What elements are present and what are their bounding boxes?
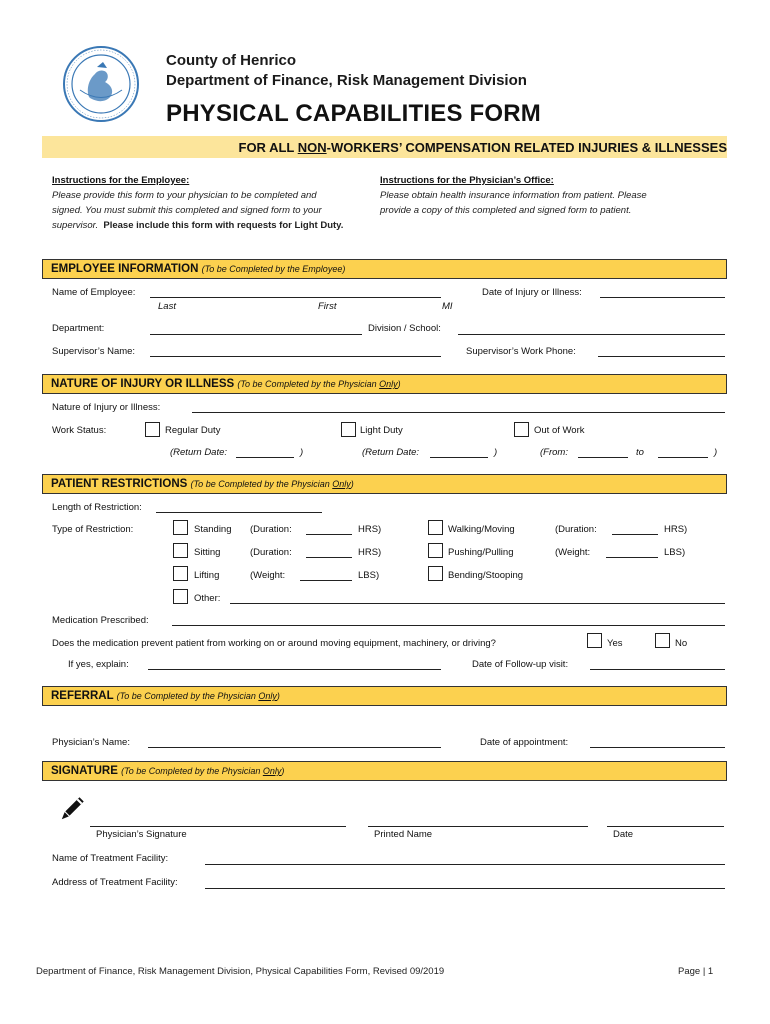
bending-label: Bending/Stooping	[448, 570, 524, 581]
paren: )	[300, 447, 304, 458]
employee-instructions-heading: Instructions for the Employee:	[52, 175, 190, 186]
physician-instructions-text	[380, 188, 720, 218]
section-note-emphasis: Only	[262, 766, 282, 776]
bending-checkbox[interactable]	[428, 566, 443, 581]
first-name-hint: First	[318, 301, 337, 312]
length-field[interactable]	[156, 512, 322, 513]
signature-section-header	[42, 761, 727, 781]
from-label: (From:	[540, 447, 568, 458]
employee-section-header	[42, 259, 727, 279]
paren: )	[714, 447, 718, 458]
instruction-line: provide a copy of this completed and signed form to patient.	[380, 205, 632, 216]
county-name: County of Henrico	[166, 52, 296, 69]
sitting-label: Sitting	[194, 547, 221, 558]
out-from-date-field[interactable]	[578, 457, 628, 458]
walking-duration-label: (Duration:	[555, 524, 597, 535]
form-title: PHYSICAL CAPABILITIES FORM	[166, 100, 541, 127]
lifting-checkbox[interactable]	[173, 566, 188, 581]
light-duty-checkbox[interactable]	[341, 422, 356, 437]
date-label: Date	[613, 829, 634, 840]
section-note: (To be Completed by the Physician	[237, 379, 380, 389]
regular-duty-checkbox[interactable]	[145, 422, 160, 437]
section-title: EMPLOYEE INFORMATION	[51, 263, 199, 275]
facility-name-label: Name of Treatment Facility:	[52, 853, 169, 864]
section-note-emphasis: Only	[258, 691, 277, 701]
no-checkbox[interactable]	[655, 633, 670, 648]
section-title: NATURE OF INJURY OR ILLNESS	[51, 378, 235, 390]
signature-date-field[interactable]	[607, 826, 724, 827]
section-note: (To be Completed by the Physician	[121, 766, 263, 776]
yes-checkbox[interactable]	[587, 633, 602, 648]
hrs-label: HRS)	[664, 524, 688, 535]
section-note: )	[276, 691, 280, 701]
employee-name-field[interactable]	[150, 297, 441, 298]
footer-text: Department of Finance, Risk Management Division, Physical Capabilities Form, Revised 09/2019	[36, 966, 445, 977]
facility-address-label: Address of Treatment Facility:	[52, 877, 178, 888]
subtitle-emphasis: NON	[297, 140, 327, 155]
sitting-checkbox[interactable]	[173, 543, 188, 558]
light-duty-label: Light Duty	[360, 425, 403, 436]
pushing-weight-label: (Weight:	[555, 547, 591, 558]
page-number: Page | 1	[678, 966, 714, 977]
other-checkbox[interactable]	[173, 589, 188, 604]
light-return-date-field[interactable]	[430, 457, 488, 458]
instruction-line: Please provide this form to your physician to be completed and	[52, 190, 317, 201]
walking-checkbox[interactable]	[428, 520, 443, 535]
instruction-line: Please obtain health insurance information from patient. Please	[380, 190, 647, 201]
regular-return-date-field[interactable]	[236, 457, 294, 458]
supervisor-phone-label: Supervisor’s Work Phone:	[466, 346, 576, 357]
facility-address-field[interactable]	[205, 888, 725, 889]
section-title: SIGNATURE	[51, 765, 118, 777]
physician-signature-label: Physician’s Signature	[96, 829, 187, 840]
date-of-injury-label: Date of Injury or Illness:	[482, 287, 582, 298]
walking-label: Walking/Moving	[448, 524, 515, 535]
form-subtitle	[50, 140, 727, 155]
work-status-label: Work Status:	[52, 425, 107, 436]
regular-duty-label: Regular Duty	[165, 425, 221, 436]
nature-label: Nature of Injury or Illness:	[52, 402, 161, 413]
section-note: )	[350, 479, 354, 489]
light-duty-note: Please include this form with requests for Light Duty.	[103, 220, 344, 231]
printed-name-field[interactable]	[368, 826, 588, 827]
other-label: Other:	[194, 593, 221, 604]
appointment-label: Date of appointment:	[480, 737, 569, 748]
explain-field[interactable]	[148, 669, 441, 670]
lifting-weight-field[interactable]	[300, 580, 352, 581]
employee-instructions-text	[52, 188, 372, 233]
mi-hint: MI	[442, 301, 453, 312]
section-note: )	[397, 379, 401, 389]
lbs-label: LBS)	[664, 547, 686, 558]
lbs-label: LBS)	[358, 570, 380, 581]
instruction-line: supervisor.	[52, 220, 99, 231]
pushing-weight-field[interactable]	[606, 557, 658, 558]
section-note-emphasis: Only	[379, 379, 398, 389]
printed-name-label: Printed Name	[374, 829, 433, 840]
section-note: )	[281, 766, 285, 776]
facility-name-field[interactable]	[205, 864, 725, 865]
standing-checkbox[interactable]	[173, 520, 188, 535]
injury-section-header	[42, 374, 727, 394]
employee-name-label: Name of Employee:	[52, 287, 136, 298]
subtitle-part: FOR ALL	[238, 140, 298, 155]
instruction-line: signed. You must submit this completed and signed form to your	[52, 205, 322, 216]
appointment-field[interactable]	[590, 747, 725, 748]
explain-label: If yes, explain:	[68, 659, 129, 670]
light-return-date-label: (Return Date:	[362, 447, 420, 458]
walking-duration-field[interactable]	[612, 534, 658, 535]
hrs-label: HRS)	[358, 524, 382, 535]
section-title: REFERRAL	[51, 690, 114, 702]
section-note: (To be Completed by the Physician	[190, 479, 333, 489]
hrs-label: HRS)	[358, 547, 382, 558]
physician-instructions-heading: Instructions for the Physician’s Office:	[380, 175, 554, 186]
last-name-hint: Last	[158, 301, 176, 312]
paren: )	[494, 447, 498, 458]
regular-return-date-label: (Return Date:	[170, 447, 228, 458]
to-label: to	[636, 447, 644, 458]
standing-duration-label: (Duration:	[250, 524, 292, 535]
section-title: PATIENT RESTRICTIONS	[51, 478, 188, 490]
supervisor-name-field[interactable]	[150, 356, 441, 357]
pushing-checkbox[interactable]	[428, 543, 443, 558]
other-field[interactable]	[230, 603, 725, 604]
sitting-duration-field[interactable]	[306, 557, 352, 558]
pencil-icon	[56, 795, 86, 825]
out-of-work-checkbox[interactable]	[514, 422, 529, 437]
section-note: (To be Completed by the Physician	[116, 691, 259, 701]
department-name: Department of Finance, Risk Management Division	[166, 72, 527, 89]
medication-label: Medication Prescribed:	[52, 615, 149, 626]
county-seal-icon	[62, 45, 140, 123]
lifting-weight-label: (Weight:	[250, 570, 286, 581]
division-field[interactable]	[458, 334, 725, 335]
length-label: Length of Restriction:	[52, 502, 142, 513]
department-field[interactable]	[150, 334, 362, 335]
no-label: No	[675, 638, 688, 649]
out-to-date-field[interactable]	[658, 457, 708, 458]
out-of-work-label: Out of Work	[534, 425, 585, 436]
followup-label: Date of Follow-up visit:	[472, 659, 569, 670]
supervisor-phone-field[interactable]	[598, 356, 725, 357]
medication-field[interactable]	[172, 625, 725, 626]
standing-duration-field[interactable]	[306, 534, 352, 535]
nature-field[interactable]	[192, 412, 725, 413]
pushing-label: Pushing/Pulling	[448, 547, 514, 558]
type-label: Type of Restriction:	[52, 524, 134, 535]
department-label: Department:	[52, 323, 105, 334]
physician-signature-field[interactable]	[90, 826, 346, 827]
date-of-injury-field[interactable]	[600, 297, 725, 298]
machinery-question: Does the medication prevent patient from working on or around moving equipment, machinery, or driving?	[52, 638, 496, 649]
subtitle-part: -WORKERS’ COMPENSATION RELATED INJURIES & ILLNESSES	[326, 140, 727, 155]
section-note-emphasis: Only	[332, 479, 351, 489]
supervisor-name-label: Supervisor’s Name:	[52, 346, 136, 357]
sitting-duration-label: (Duration:	[250, 547, 292, 558]
restrictions-section-header	[42, 474, 727, 494]
yes-label: Yes	[607, 638, 623, 649]
standing-label: Standing	[194, 524, 232, 535]
division-label: Division / School:	[368, 323, 441, 334]
referral-section-header	[42, 686, 727, 706]
physician-name-label: Physician’s Name:	[52, 737, 130, 748]
lifting-label: Lifting	[194, 570, 220, 581]
followup-field[interactable]	[590, 669, 725, 670]
physician-name-field[interactable]	[148, 747, 441, 748]
section-note: (To be Completed by the Employee)	[201, 264, 346, 274]
